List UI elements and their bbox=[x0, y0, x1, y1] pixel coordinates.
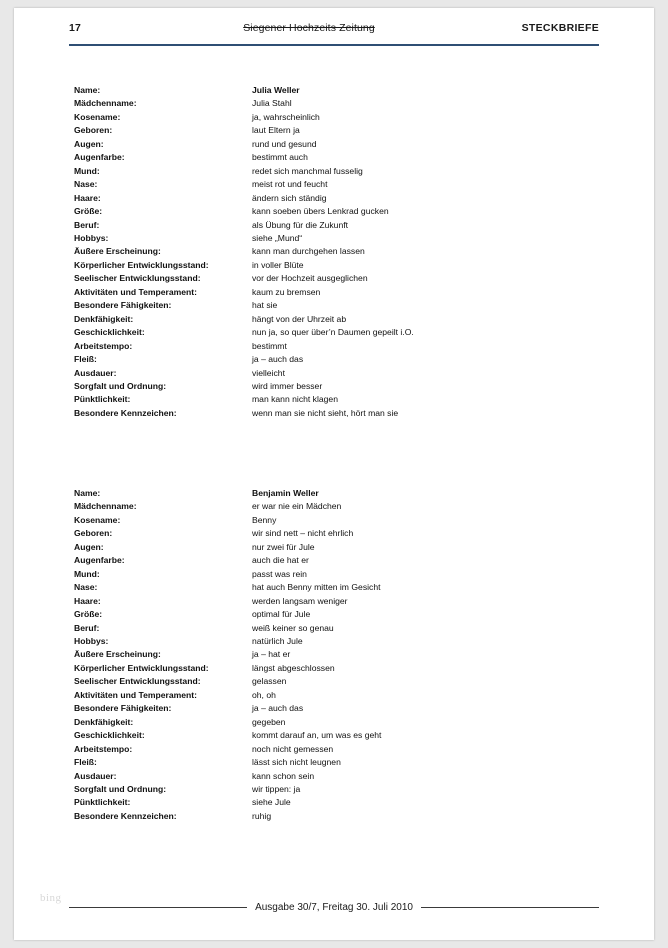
profile-row bbox=[74, 581, 594, 594]
row-label: Aktivitäten und Temperament: bbox=[74, 689, 198, 700]
row-label: Aktivitäten und Temperament: bbox=[74, 286, 198, 297]
profile-row bbox=[74, 245, 594, 258]
row-label: Augenfarbe: bbox=[74, 555, 125, 566]
row-value: werden langsam weniger bbox=[252, 595, 348, 606]
row-label: Seelischer Entwicklungsstand: bbox=[74, 676, 201, 687]
profile-row bbox=[74, 326, 594, 339]
row-label: Nase: bbox=[74, 179, 98, 190]
profile-row bbox=[74, 783, 594, 796]
profile-row bbox=[74, 675, 594, 688]
row-label: Besondere Kennzeichen: bbox=[74, 407, 177, 418]
row-label: Beruf: bbox=[74, 622, 100, 633]
row-label: Kosename: bbox=[74, 111, 121, 122]
row-value: wenn man sie nicht sieht, hört man sie bbox=[252, 407, 399, 418]
footer-issue-text: Ausgabe 30/7, Freitag 30. Juli 2010 bbox=[255, 902, 413, 913]
profile-row bbox=[74, 702, 594, 715]
row-value: wir tippen: ja bbox=[252, 783, 301, 794]
profile-row bbox=[74, 689, 594, 702]
profile-row bbox=[74, 165, 594, 178]
row-label: Arbeitstempo: bbox=[74, 743, 133, 754]
row-value: gegeben bbox=[252, 716, 286, 727]
row-value: in voller Blüte bbox=[252, 259, 304, 270]
row-label: Augenfarbe: bbox=[74, 152, 125, 163]
row-label: Körperlicher Entwicklungsstand: bbox=[74, 259, 209, 270]
profile-row bbox=[74, 487, 594, 500]
row-value: siehe Jule bbox=[252, 797, 291, 808]
header-row bbox=[69, 22, 599, 34]
row-value: ja – hat er bbox=[252, 649, 291, 660]
section-title: STECKBRIEFE bbox=[521, 22, 599, 34]
row-label: Ausdauer: bbox=[74, 770, 117, 781]
profile-row bbox=[74, 756, 594, 769]
row-label: Seelischer Entwicklungsstand: bbox=[74, 273, 201, 284]
row-value: als Übung für die Zukunft bbox=[252, 219, 349, 230]
profile-row bbox=[74, 124, 594, 137]
row-value: hängt von der Uhrzeit ab bbox=[252, 313, 347, 324]
row-value: vor der Hochzeit ausgeglichen bbox=[252, 273, 368, 284]
row-label: Ausdauer: bbox=[74, 367, 117, 378]
row-value: natürlich Jule bbox=[252, 635, 303, 646]
row-label: Größe: bbox=[74, 206, 103, 217]
page-number: 17 bbox=[69, 22, 82, 34]
profile-row bbox=[74, 192, 594, 205]
row-label: Mund: bbox=[74, 165, 100, 176]
row-value: ruhig bbox=[252, 810, 272, 821]
row-value: bestimmt bbox=[252, 340, 287, 351]
row-label: Hobbys: bbox=[74, 232, 109, 243]
row-label: Pünktlichkeit: bbox=[74, 394, 131, 405]
row-value: Benny bbox=[252, 514, 277, 525]
profile-row bbox=[74, 729, 594, 742]
row-value: vielleicht bbox=[252, 367, 285, 378]
row-value: man kann nicht klagen bbox=[252, 394, 338, 405]
row-value: ja – auch das bbox=[252, 703, 304, 714]
row-value: optimal für Jule bbox=[252, 609, 311, 620]
row-value: er war nie ein Mädchen bbox=[252, 501, 342, 512]
row-value: wir sind nett – nicht ehrlich bbox=[252, 528, 354, 539]
profile-row bbox=[74, 393, 594, 406]
row-label: Hobbys: bbox=[74, 635, 109, 646]
row-value: rund und gesund bbox=[252, 138, 317, 149]
row-label: Größe: bbox=[74, 609, 103, 620]
profile-row bbox=[74, 151, 594, 164]
profile-row bbox=[74, 367, 594, 380]
row-label: Sorgfalt und Ordnung: bbox=[74, 380, 167, 391]
row-label: Geboren: bbox=[74, 125, 113, 136]
row-value: gelassen bbox=[252, 676, 287, 687]
profile-row bbox=[74, 810, 594, 823]
row-value: hat sie bbox=[252, 300, 278, 311]
row-value: kann schon sein bbox=[252, 770, 315, 781]
row-label: Augen: bbox=[74, 541, 104, 552]
profile-row bbox=[74, 622, 594, 635]
profile-row bbox=[74, 353, 594, 366]
profile-row bbox=[74, 595, 594, 608]
row-value: noch nicht gemessen bbox=[252, 743, 334, 754]
profile-row bbox=[74, 259, 594, 272]
row-value: längst abgeschlossen bbox=[252, 662, 335, 673]
profile-row bbox=[74, 770, 594, 783]
row-value: kann soeben übers Lenkrad gucken bbox=[252, 206, 389, 217]
profile-row bbox=[74, 407, 594, 420]
profile-row bbox=[74, 138, 594, 151]
profile-block-groom bbox=[74, 487, 594, 823]
profile-row bbox=[74, 380, 594, 393]
row-value: lässt sich nicht leugnen bbox=[252, 757, 341, 768]
profile-row bbox=[74, 527, 594, 540]
profile-row bbox=[74, 500, 594, 513]
profile-row bbox=[74, 232, 594, 245]
row-value: Benjamin Weller bbox=[252, 488, 319, 498]
footer-rule-left bbox=[69, 907, 247, 908]
row-value: kommt darauf an, um was es geht bbox=[252, 730, 382, 741]
profile-row bbox=[74, 111, 594, 124]
row-label: Mund: bbox=[74, 568, 100, 579]
row-value: kaum zu bremsen bbox=[252, 286, 321, 297]
footer-rule-right bbox=[421, 907, 599, 908]
profile-row bbox=[74, 648, 594, 661]
profile-row bbox=[74, 541, 594, 554]
row-label: Haare: bbox=[74, 595, 101, 606]
row-label: Besondere Kennzeichen: bbox=[74, 810, 177, 821]
row-value: ändern sich ständig bbox=[252, 192, 327, 203]
row-label: Geschicklichkeit: bbox=[74, 730, 145, 741]
row-label: Denkfähigkeit: bbox=[74, 716, 134, 727]
profile-row bbox=[74, 97, 594, 110]
row-value: wird immer besser bbox=[252, 380, 323, 391]
row-label: Äußere Erscheinung: bbox=[74, 246, 161, 257]
row-label: Nase: bbox=[74, 582, 98, 593]
row-label: Beruf: bbox=[74, 219, 100, 230]
row-label: Geboren: bbox=[74, 528, 113, 539]
row-label: Besondere Fähigkeiten: bbox=[74, 703, 172, 714]
row-value: hat auch Benny mitten im Gesicht bbox=[252, 582, 381, 593]
profile-row bbox=[74, 635, 594, 648]
row-value: kann man durchgehen lassen bbox=[252, 246, 365, 257]
page-header bbox=[69, 22, 599, 48]
row-value: ja – auch das bbox=[252, 354, 304, 365]
row-label: Denkfähigkeit: bbox=[74, 313, 134, 324]
row-value: weiß keiner so genau bbox=[252, 622, 334, 633]
profile-row bbox=[74, 286, 594, 299]
profile-row bbox=[74, 514, 594, 527]
profile-row bbox=[74, 662, 594, 675]
row-label: Pünktlichkeit: bbox=[74, 797, 131, 808]
row-value: redet sich manchmal fusselig bbox=[252, 165, 363, 176]
page-footer bbox=[69, 902, 599, 913]
document-page bbox=[14, 8, 654, 940]
profile-block-bride bbox=[74, 84, 594, 420]
profile-row bbox=[74, 608, 594, 621]
profile-row bbox=[74, 796, 594, 809]
watermark: bing bbox=[40, 892, 62, 904]
row-value: laut Eltern ja bbox=[252, 125, 300, 136]
profile-row bbox=[74, 568, 594, 581]
profile-row bbox=[74, 178, 594, 191]
row-label: Fleiß: bbox=[74, 354, 97, 365]
row-label: Augen: bbox=[74, 138, 104, 149]
newspaper-title: Siegener Hochzeits Zeitung bbox=[243, 22, 375, 34]
row-value: auch die hat er bbox=[252, 555, 309, 566]
row-label: Name: bbox=[74, 85, 101, 95]
row-value: meist rot und feucht bbox=[252, 179, 328, 190]
profile-row bbox=[74, 340, 594, 353]
row-value: Julia Stahl bbox=[252, 98, 292, 109]
profile-row bbox=[74, 313, 594, 326]
row-value: passt was rein bbox=[252, 568, 307, 579]
row-value: nun ja, so quer über’n Daumen gepeilt i.O. bbox=[252, 327, 414, 338]
profile-row bbox=[74, 716, 594, 729]
profile-row bbox=[74, 272, 594, 285]
header-divider bbox=[69, 44, 599, 46]
profile-row bbox=[74, 554, 594, 567]
row-value: Julia Weller bbox=[252, 85, 300, 95]
row-value: bestimmt auch bbox=[252, 152, 308, 163]
profile-row bbox=[74, 205, 594, 218]
profile-row bbox=[74, 743, 594, 756]
row-label: Arbeitstempo: bbox=[74, 340, 133, 351]
row-label: Geschicklichkeit: bbox=[74, 327, 145, 338]
row-label: Äußere Erscheinung: bbox=[74, 649, 161, 660]
row-value: oh, oh bbox=[252, 689, 276, 700]
row-label: Besondere Fähigkeiten: bbox=[74, 300, 172, 311]
row-value: siehe „Mund“ bbox=[252, 232, 303, 243]
row-value: ja, wahrscheinlich bbox=[252, 111, 320, 122]
profile-row bbox=[74, 84, 594, 97]
row-value: nur zwei für Jule bbox=[252, 541, 315, 552]
row-label: Mädchenname: bbox=[74, 501, 137, 512]
row-label: Name: bbox=[74, 488, 101, 498]
row-label: Körperlicher Entwicklungsstand: bbox=[74, 662, 209, 673]
profile-row bbox=[74, 219, 594, 232]
row-label: Mädchenname: bbox=[74, 98, 137, 109]
row-label: Kosename: bbox=[74, 514, 121, 525]
row-label: Haare: bbox=[74, 192, 101, 203]
row-label: Fleiß: bbox=[74, 757, 97, 768]
row-label: Sorgfalt und Ordnung: bbox=[74, 783, 167, 794]
profile-row bbox=[74, 299, 594, 312]
